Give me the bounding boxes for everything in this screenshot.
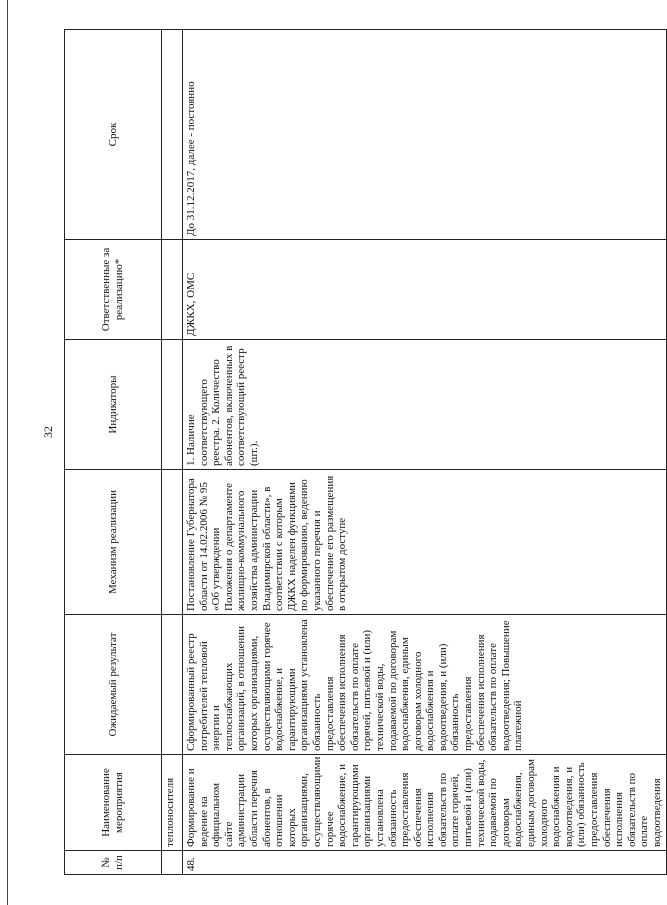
header-row bbox=[65, 30, 162, 875]
cell-name: Формирование и ведение на официальном сайте администрации области перечня абонентов, в отношении которых организациями, осуществляющими горячее водоснабжение, и гарантирующими организациями установлена обязанность предоставления обеспечения исполнения обязательств по оплате горячей, питьевой и (или) технической воды, подаваемой по договорам водоснабжения, единым договорам холодного водоснабжения и водоотведения, и (или) обязанность предоставления обеспечения исполнения обязательств по оплате водоотведения bbox=[183, 755, 667, 851]
cell-responsible bbox=[162, 240, 183, 340]
rotated-table-container bbox=[64, 30, 663, 875]
page-number: 32 bbox=[41, 426, 55, 438]
cell-indicators bbox=[162, 340, 183, 470]
cell-result: Сформированный реестр потребителей тепловой энергии и теплоснабжающих организаций, в отношении которых организациями, осуществляющими горячее водоснабжение, и гарантирующими организациями установлена обязанность предоставления обеспечения исполнения обязательств по оплате горячей, питьевой и (или) технической воды, подаваемой по договорам водоснабжения, единым договорам холодного водоснабжения и водоотведения, и (или) обязанность предоставления обеспечения исполнения обязательств по оплате водоотведения; Повышение платежной bbox=[183, 615, 667, 755]
cell-deadline: До 31.12.2017, далее - постоянно bbox=[183, 30, 667, 240]
header-responsible: Ответственные за реализацию* bbox=[65, 240, 162, 340]
header-name: Наименование мероприятия bbox=[65, 755, 162, 851]
cell-num bbox=[162, 851, 183, 875]
header-result: Ожидаемый результат bbox=[65, 615, 162, 755]
header-indicators: Индикаторы bbox=[65, 340, 162, 470]
header-mechanism: Механизм реализации bbox=[65, 470, 162, 615]
table-row-continuation bbox=[162, 30, 183, 875]
cell-result bbox=[162, 615, 183, 755]
cell-num: 48. bbox=[183, 851, 667, 875]
header-num: № п/п bbox=[65, 851, 162, 875]
table-row-48 bbox=[183, 30, 667, 875]
cell-deadline bbox=[162, 30, 183, 240]
scan-edge-line bbox=[7, 0, 8, 905]
cell-mechanism bbox=[162, 470, 183, 615]
header-deadline: Срок bbox=[65, 30, 162, 240]
measures-table bbox=[64, 29, 667, 875]
cell-name: теплоносителя bbox=[162, 755, 183, 851]
cell-indicators: 1. Наличие соответствующего реестра. 2. Количество абонентов, включенных в соответствующий реестр (шт.). bbox=[183, 340, 667, 470]
cell-responsible: ДЖКХ, ОМС bbox=[183, 240, 667, 340]
cell-mechanism: Постановление Губернатора области от 14.02.2006 № 95 «Об утверждении Положения о департаменте жилищно-коммунального хозяйства администрации Владимирской области», в соответствии с которым ДЖКХ наделен функциями по формированию, ведению указанного перечня и обеспечение его размещения в открытом доступе bbox=[183, 470, 667, 615]
